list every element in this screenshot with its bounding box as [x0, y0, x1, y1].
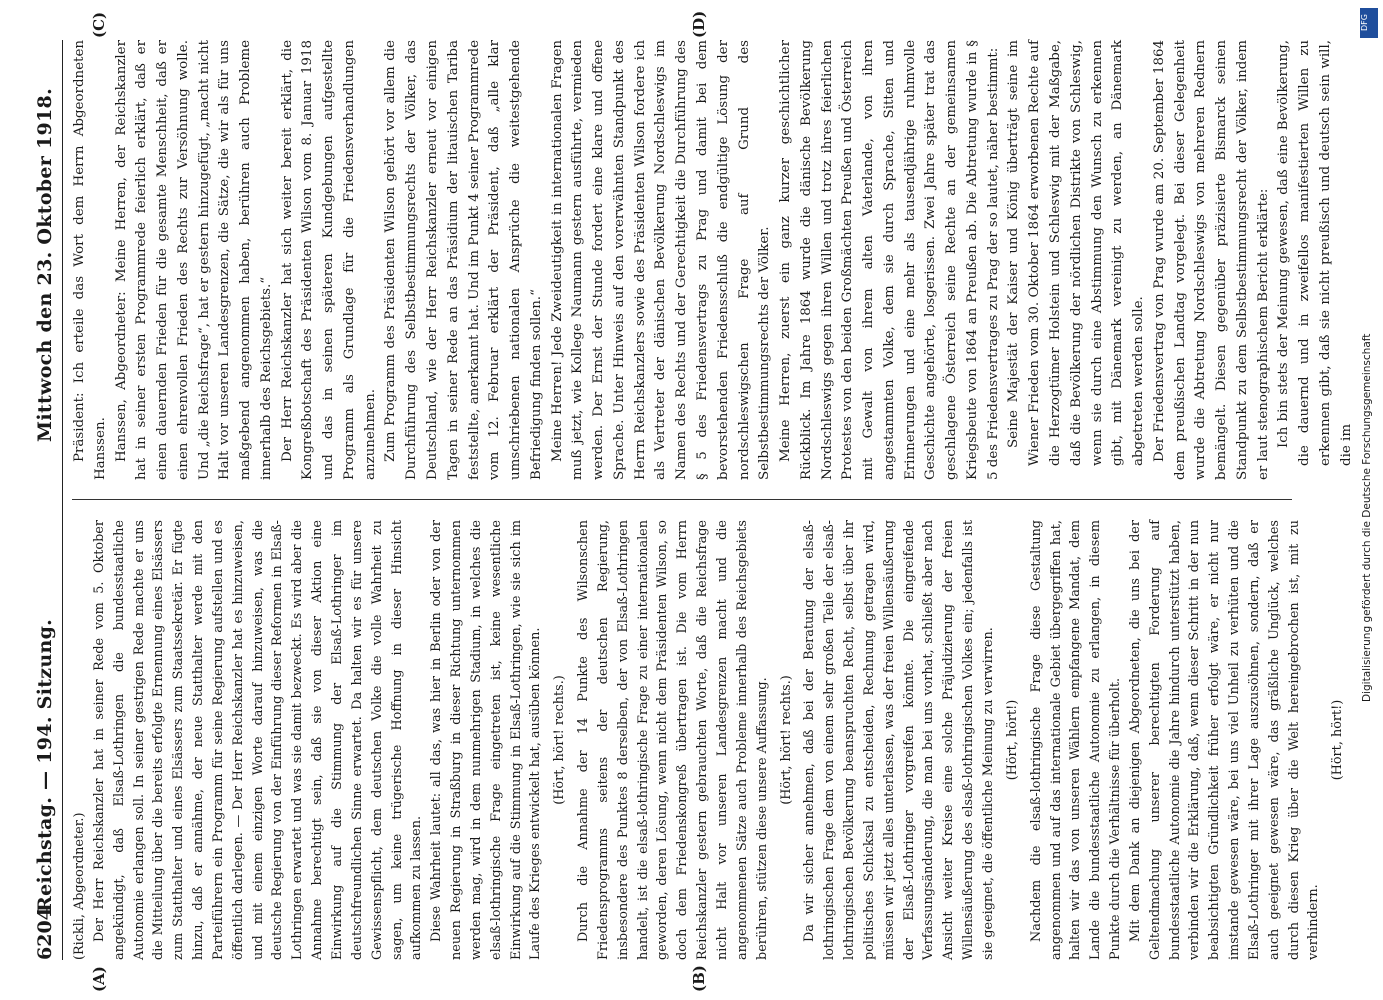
session-title: Reichstag. — 194. Sitzung. — [34, 618, 56, 913]
interjection: (Hört, hört!) — [1004, 699, 1020, 781]
paragraph: Meine Herren! Jede Zweideutigkeit in internationalen Fragen muß jetzt, wie Kollege Naumann gestern ausführte, vermieden werden. Der Ernst der Stunde fordert eine klare und offene Sprache. Unter Hinweis auf den vorerwähnten Standpunkt des Herrn Reichskanzlers sowie des Präsidenten Wilson fordere ich als Vertreter der dänischen Bevölkerung Nordschleswigs im Namen des Rechts und der Gerechtigkeit die Durchführung des § 5 des Friedensvertrags zu Prag und damit bei dem bevorstehenden Friedensschluß die endgültige Lösung der nordschleswigschen Frage auf Grund des Selbstbestimmungsrechts der Völker. — [549, 40, 773, 480]
interjection: (Hört, hört! rechts.) — [552, 675, 568, 805]
margin-mark-a: (A) — [90, 966, 108, 992]
quotation: Ich bin stets der Meinung gewesen, daß eine Bevölkerung, die dauernd und in zweifellos manifestierten Willen zu erkennen gibt, daß sie nicht preußisch und deutsch sein will, die im — [1276, 40, 1354, 466]
paragraph: Zum Programm des Präsidenten Wilson gehört vor allem die Durchführung des Selbstbestimmungsrechts der Völker, das Deutschland, wie der Herr Reichskanzler erneut vor einigen Tagen in seiner Rede an das Präsidium der litauischen Tariba feststellte, anerkannt hat. Und im Punkt 4 seiner Programmrede vom 12. Februar erklärt der Präsident, daß „alle klar umschriebenen nationalen Ansprüche die weitestgehende Befriedigung finden sollen.“ — [383, 40, 544, 480]
paragraph: Durch die Annahme der 14 Punkte des Wilsonschen Friedensprogramms seitens der deutschen Regierung, insbesondere des Punktes 8 derselben, der von Elsaß-Lothringen handelt, ist die elsaß-lothringische Frage zu einer internationalen geworden, deren Lösung, wenn nicht dem Präsidenten Wilson, so doch dem Friedenskongreß übertragen ist. Die vom Herrn Reichskanzler gestern gebrauchten Worte, daß die Reichsfrage nicht Halt vor unseren Landesgrenzen macht und die angenommenen Sätze auch Probleme innerhalb des Reichsgebiets berühren, stützen diese unsere Auffassung. — [576, 520, 770, 960]
margin-mark-b: (B) — [690, 965, 708, 992]
paragraph: Diese Wahrheit lautet: all das, was hier in Berlin oder von der neuen Regierung in Straßburg in dieser Richtung unternommen werden mag, wird in dem nunmehrigen Stadium, in welches die elsaß-lothringische Frage eingetreten ist, keine wesentliche Einwirkung auf die Stimmung in Elsaß-Lothringen, wie sie sich im Laufe des Krieges entwickelt hat, ausüben können. — [429, 520, 544, 960]
margin-mark-d: (D) — [690, 10, 708, 38]
left-column — [70, 520, 1352, 960]
paragraph: Nachdem die elsaß-lothringische Frage diese Gestaltung angenommen und auf das internationale Gebiet übergegriffen hat, halten wir das von unseren Wählern empfangene Mandat, dem Lande die bundesstaatliche Autonomie zu erlangen, in diesem Punkte durch die Verhältnisse für überholt. — [1028, 520, 1124, 960]
paragraph: Präsident: Ich erteile das Wort dem Herrn Abgeordneten Hanssen. — [72, 40, 108, 480]
quotation: Seine Majestät der Kaiser und König überträgt seine im Wiener Frieden vom 30. Oktober 1864 erworbenen Rechte auf die Herzogtümer Holstein und Schleswig mit der Maßgabe, daß die Bevölkerung der nördlichen Distrikte von Schleswig, wenn sie durch eine Abstimmung den Wunsch zu erkennen gibt, mit Dänemark vereinigt zu werden, an Dänemark abgetreten werden solle. — [1006, 40, 1147, 466]
digitization-credit: Digitalisierung gefördert durch die Deutsche Forschungsgemeinschaft — [1361, 333, 1373, 702]
header-title — [34, 40, 56, 960]
paragraph: Meine Herren, zuerst ein ganz kurzer geschichtlicher Rückblick. Im Jahre 1864 wurde die dänische Bevölkerung Nordschleswigs gegen ihren Willen und trotz ihres feierlichen Protestes von den beiden Großmächten Preußen und Österreich mit Gewalt von ihrem alten Vaterlande, von ihren angestammten Volke, dem sie durch Sprache, Sitten und Erinnerungen und eine mehr als tausendjährige ruhmvolle Geschichte angehörte, losgerissen. Zwei Jahre später trat das geschlagene Österreich seine Rechte an der gemeinsamen Kriegsbeute von 1864 an Preußen ab. Die Abtretung wurde in § 5 des Friedensvertrages zu Prag der so lautet, näher bestimmt: — [778, 40, 1001, 480]
page-number: 6204 — [34, 907, 56, 960]
paragraph: Der Friedensvertrag von Prag wurde am 20. September 1864 dem preußischen Landtag vorgelegt. Bei dieser Gelegenheit wurde die Abtretung Nordschleswigs von mehreren Rednern bemängelt. Diesen gegenüber präzisierte Bismarck seinen Standpunkt zu dem Selbstbestimmungsrecht der Völker, indem er laut stenographischem Bericht erklärte: — [1151, 40, 1271, 480]
speaker-tag: (Rickli, Abgeordneter.) — [72, 812, 87, 960]
page-header — [30, 40, 63, 960]
paragraph: Der Herr Reichskanzler hat in seiner Rede vom 5. Oktober angekündigt, daß Elsaß-Lothringen die bundesstaatliche Autonomie erlangen soll. In seiner gestrigen Rede machte er uns die Mitteilung über die bereits erfolgte Ernennung eines Elsässers zum Statthalter und eines Elsässers zum Staatssekretär. Er fügte hinzu, daß er annähme, der neue Statthalter werde mit den Parteiführern ein Programm für seine Regierung aufstellen und es öffentlich darlegen. — Der Herr Reichskanzler hat es hinzuweisen, und mit einem einzigen Worte darauf hinzuweisen, was die deutsche Regierung von der Einführung dieser Reformen in Elsaß-Lothringen erwartet und was sie damit bezweckt. Es wird aber die Annahme berechtigt sein, daß sie von dieser Aktion eine Einwirkung auf die Stimmung der Elsaß-Lothringer im deutschfreundlichen Sinne erwartet. Da halten wir es für unsere Gewissenspflicht, dem deutschen Volke die volle Wahrheit zu sagen, um keine trügerische Hoffnung in dieser Hinsicht aufkommen zu lassen. — [91, 520, 425, 960]
interjection: (Hört, hört!) — [1330, 699, 1346, 781]
paragraph: Der Herr Reichskanzler hat sich weiter bereit erklärt, die Kongreßbotschaft des Präsidenten Wilson vom 8. Januar 1918 und das in seinen späteren Kundgebungen aufgestellte Programm als Grundlage für die Friedensverhandlungen anzunehmen. — [279, 40, 378, 480]
dfg-logo: DFG — [1360, 8, 1378, 38]
session-date: Mittwoch den 23. Oktober 1918. — [34, 88, 56, 442]
column-divider — [72, 499, 1292, 500]
right-column — [70, 40, 1357, 480]
paragraph: Hanssen, Abgeordneter: Meine Herren, der Reichskanzler hat in seiner ersten Programmrede feierlich erklärt, daß er einen dauernden Frieden für die gesamte Menschheit, daß er einen ehrenvollen Frieden des Rechts zur Versöhnung wolle. Und „die Reichsfrage“, hat er gestern hinzugefügt, „macht nicht Halt vor unseren Landesgrenzen, die Sätze, die wir als für uns maßgebend angenommen haben, berühren auch Probleme innerhalb des Reichsgebiets.“ — [113, 40, 274, 480]
paragraph: Mit dem Dank an diejenigen Abgeordneten, die uns bei der Geltendmachung unserer berechtigten Forderung auf bundesstaatliche Autonomie die Jahre hindurch unterstützt haben, verbinden wir die Erklärung, daß, wenn dieser Schritt in der nun beabsichtigten Gründlichkeit früher erfolgt wäre, er nicht nur imstande gewesen wäre, bei uns viel Unheil zu verhüten und die Elsaß-Lothringer mit ihrer Lage auszusöhnen, sondern, daß er auch geeignet gewesen wäre, das gräßliche Unglück, welches durch diesen Krieg über die Welt hereingebrochen ist, mit zu verhindern. — [1127, 520, 1322, 960]
interjection: (Hört, hört! rechts.) — [778, 675, 794, 805]
paragraph: Da wir sicher annehmen, daß bei der Beratung der elsaß-lothringischen Frage dem von einem sehr großen Teile der elsaß-lothringischen Bevölkerung beanspruchten Recht, selbst über ihr politisches Schicksal zu entscheiden, Rechnung getragen wird, müssen wir jetzt alles unterlassen, was der freien Willensäußerung der Elsaß-Lothringer vorgreifen könnte. Die eingreifende Verfassungsänderung, die man bei uns vorhat, schließt aber nach Ansicht weiter Kreise eine solche Präjudizierung der freien Willensäußerung des elsaß-lothringischen Volkes ein; jedenfalls ist sie geeignet, die öffentliche Meinung zu verwirren. — [802, 520, 996, 960]
margin-mark-c: (C) — [90, 11, 108, 38]
